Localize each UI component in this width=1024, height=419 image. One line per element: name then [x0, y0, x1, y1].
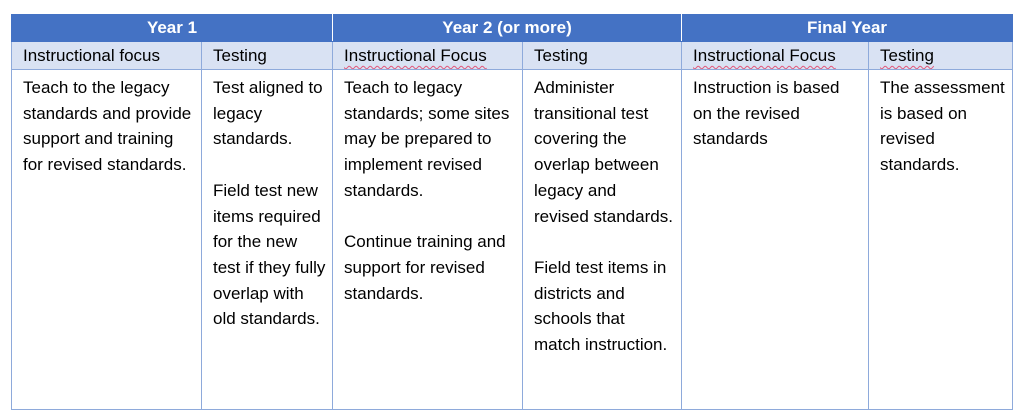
- cell-text: Teach to the legacy standards and provide support and training for revised standards.: [23, 78, 192, 175]
- cell-text: Field test items in districts and schools that match instruction.: [534, 257, 668, 355]
- year-2-instructional-focus-header: Instructional Focus: [333, 42, 523, 70]
- cell-text: Administer transitional test covering the overlap between legacy and revised standards.: [534, 78, 673, 226]
- year-2-testing-cell: [523, 70, 682, 410]
- cell-text: Instruction is based on the revised standards: [693, 78, 840, 149]
- final-year-instruction-cell: [682, 70, 869, 410]
- year-1-testing-header: Testing: [202, 42, 333, 70]
- year-header-row: [12, 15, 1013, 42]
- year-1-header: Year 1: [12, 15, 333, 42]
- cell-text: Continue training and support for revised standards.: [344, 232, 506, 303]
- cell-text: The assessment is based on revised standards.: [880, 78, 1005, 175]
- cell-text: Teach to legacy standards; some sites may be prepared to implement revised standards.: [344, 78, 510, 200]
- content-row: [12, 70, 1013, 410]
- year-1-instruction-cell: [12, 70, 202, 410]
- year-1-instructional-focus-header: Instructional focus: [12, 42, 202, 70]
- final-year-header: Final Year: [682, 15, 1013, 42]
- year-1-testing-cell: [202, 70, 333, 410]
- final-year-testing-cell: [869, 70, 1013, 410]
- year-2-instruction-cell: [333, 70, 523, 410]
- final-year-instructional-focus-header: Instructional Focus: [682, 42, 869, 70]
- year-2-testing-header: Testing: [523, 42, 682, 70]
- cell-text: Field test new items required for the new test if they fully overlap with old standards.: [213, 180, 326, 329]
- final-year-testing-header: Testing: [869, 42, 1013, 70]
- cell-text: Test aligned to legacy standards.: [213, 78, 323, 149]
- subheader-row: [12, 42, 1013, 70]
- transition-timeline-table: [11, 14, 1013, 410]
- year-2-header: Year 2 (or more): [333, 15, 682, 42]
